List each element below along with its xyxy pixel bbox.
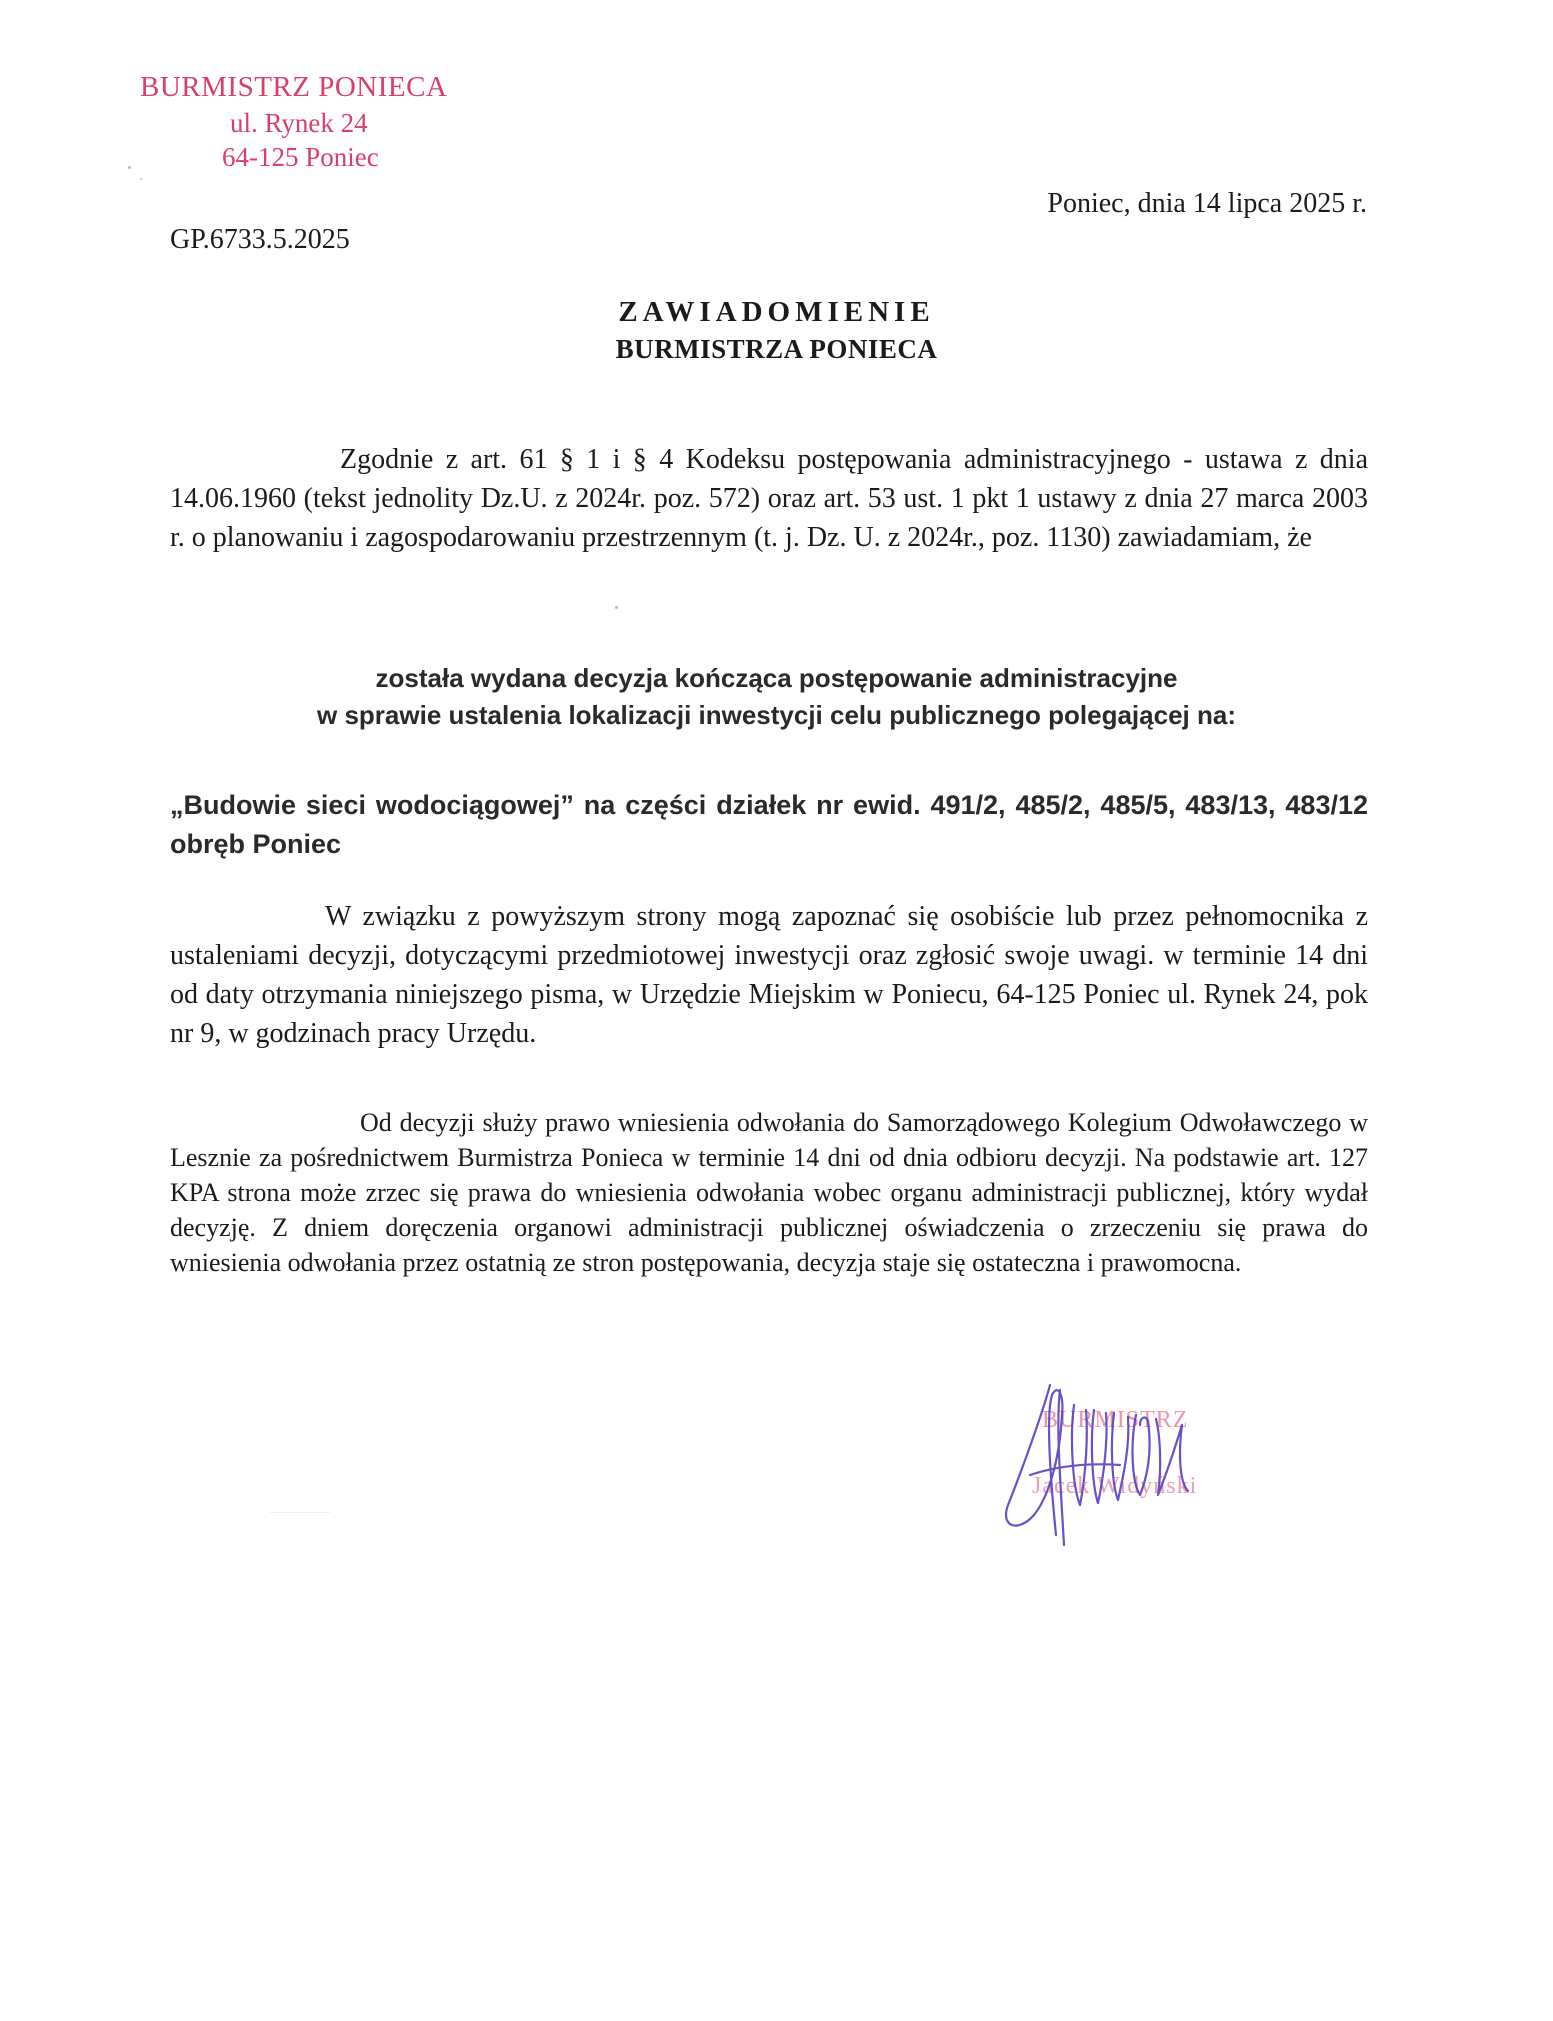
- appeal-paragraph: Od decyzji służy prawo wniesienia odwołania do Samorządowego Kolegium Odwoławczego w Lesznie za pośrednictwem Burmistrza Ponieca w terminie 14 dni od dnia odbioru decyzji. Na podstawie art. 127 KPA strona może zrzec się prawa do wniesienia odwołania wobec organu administracji publicznej, który wydał decyzję. Z dniem doręczenia organowi administracji publicznej oświadczenia o zrzeczeniu się prawa do wniesienia odwołania przez ostatnią ze stron postępowania, decyzja staje się ostateczna i prawomocna.: [170, 1108, 1368, 1277]
- signature-stamp-name: Jacek Widyński: [1032, 1473, 1198, 1499]
- stamp-title: BURMISTRZ PONIECA: [140, 71, 448, 103]
- scan-speck: [615, 606, 618, 609]
- place-date: Poniec, dnia 14 lipca 2025 r.: [1047, 188, 1367, 219]
- document-subtitle: BURMISTRZA PONIECA: [615, 334, 938, 364]
- inspection-paragraph: W związku z powyższym strony mogą zapoznać się osobiście lub przez pełnomocnika z ustaleniami decyzji, dotyczącymi przedmiotowej inwestycji oraz zgłosić swoje uwagi. w terminie 14 dni od daty otrzymania niniejszego pisma, w Urzędzie Miejskim w Poniecu, 64-125 Poniec ul. Rynek 24, pok nr 9, w godzinach pracy Urzędu.: [170, 901, 1368, 1049]
- investment-subject: „Budowie sieci wodociągowej” na części działek nr ewid. 491/2, 485/2, 485/5, 483/13, 483/12 obręb Poniec: [170, 790, 1368, 859]
- decision-statement: została wydana decyzja kończąca postępowanie administracyjne: [375, 663, 1178, 693]
- stamp-city: 64-125 Poniec: [222, 142, 379, 172]
- legal-basis-paragraph: Zgodnie z art. 61 § 1 i § 4 Kodeksu postępowania administracyjnego - ustawa z dnia 14.06.1960 (tekst jednolity Dz.U. z 2024r. poz. 572) oraz art. 53 ust. 1 pkt 1 ustawy z dnia 27 marca 2003 r. o planowaniu i zagospodarowaniu przestrzennym (t. j. Dz. U. z 2024r., poz. 1130) zawiadamiam, że: [170, 444, 1368, 553]
- signature-stamp-title: BURMISTRZ: [1042, 1407, 1189, 1433]
- office-stamp: [140, 68, 480, 174]
- handwritten-signature: [990, 1355, 1230, 1555]
- signature-block: [990, 1355, 1230, 1555]
- scan-artifact: [270, 1512, 330, 1513]
- reference-number: GP.6733.5.2025: [170, 224, 350, 255]
- scan-speck: [140, 178, 142, 180]
- stamp-street: ul. Rynek 24: [230, 108, 368, 138]
- document-title: ZAWIADOMIENIE: [618, 296, 935, 328]
- decision-scope: w sprawie ustalenia lokalizacji inwestycji celu publicznego polegającej na:: [317, 700, 1236, 730]
- scan-speck: [128, 166, 131, 169]
